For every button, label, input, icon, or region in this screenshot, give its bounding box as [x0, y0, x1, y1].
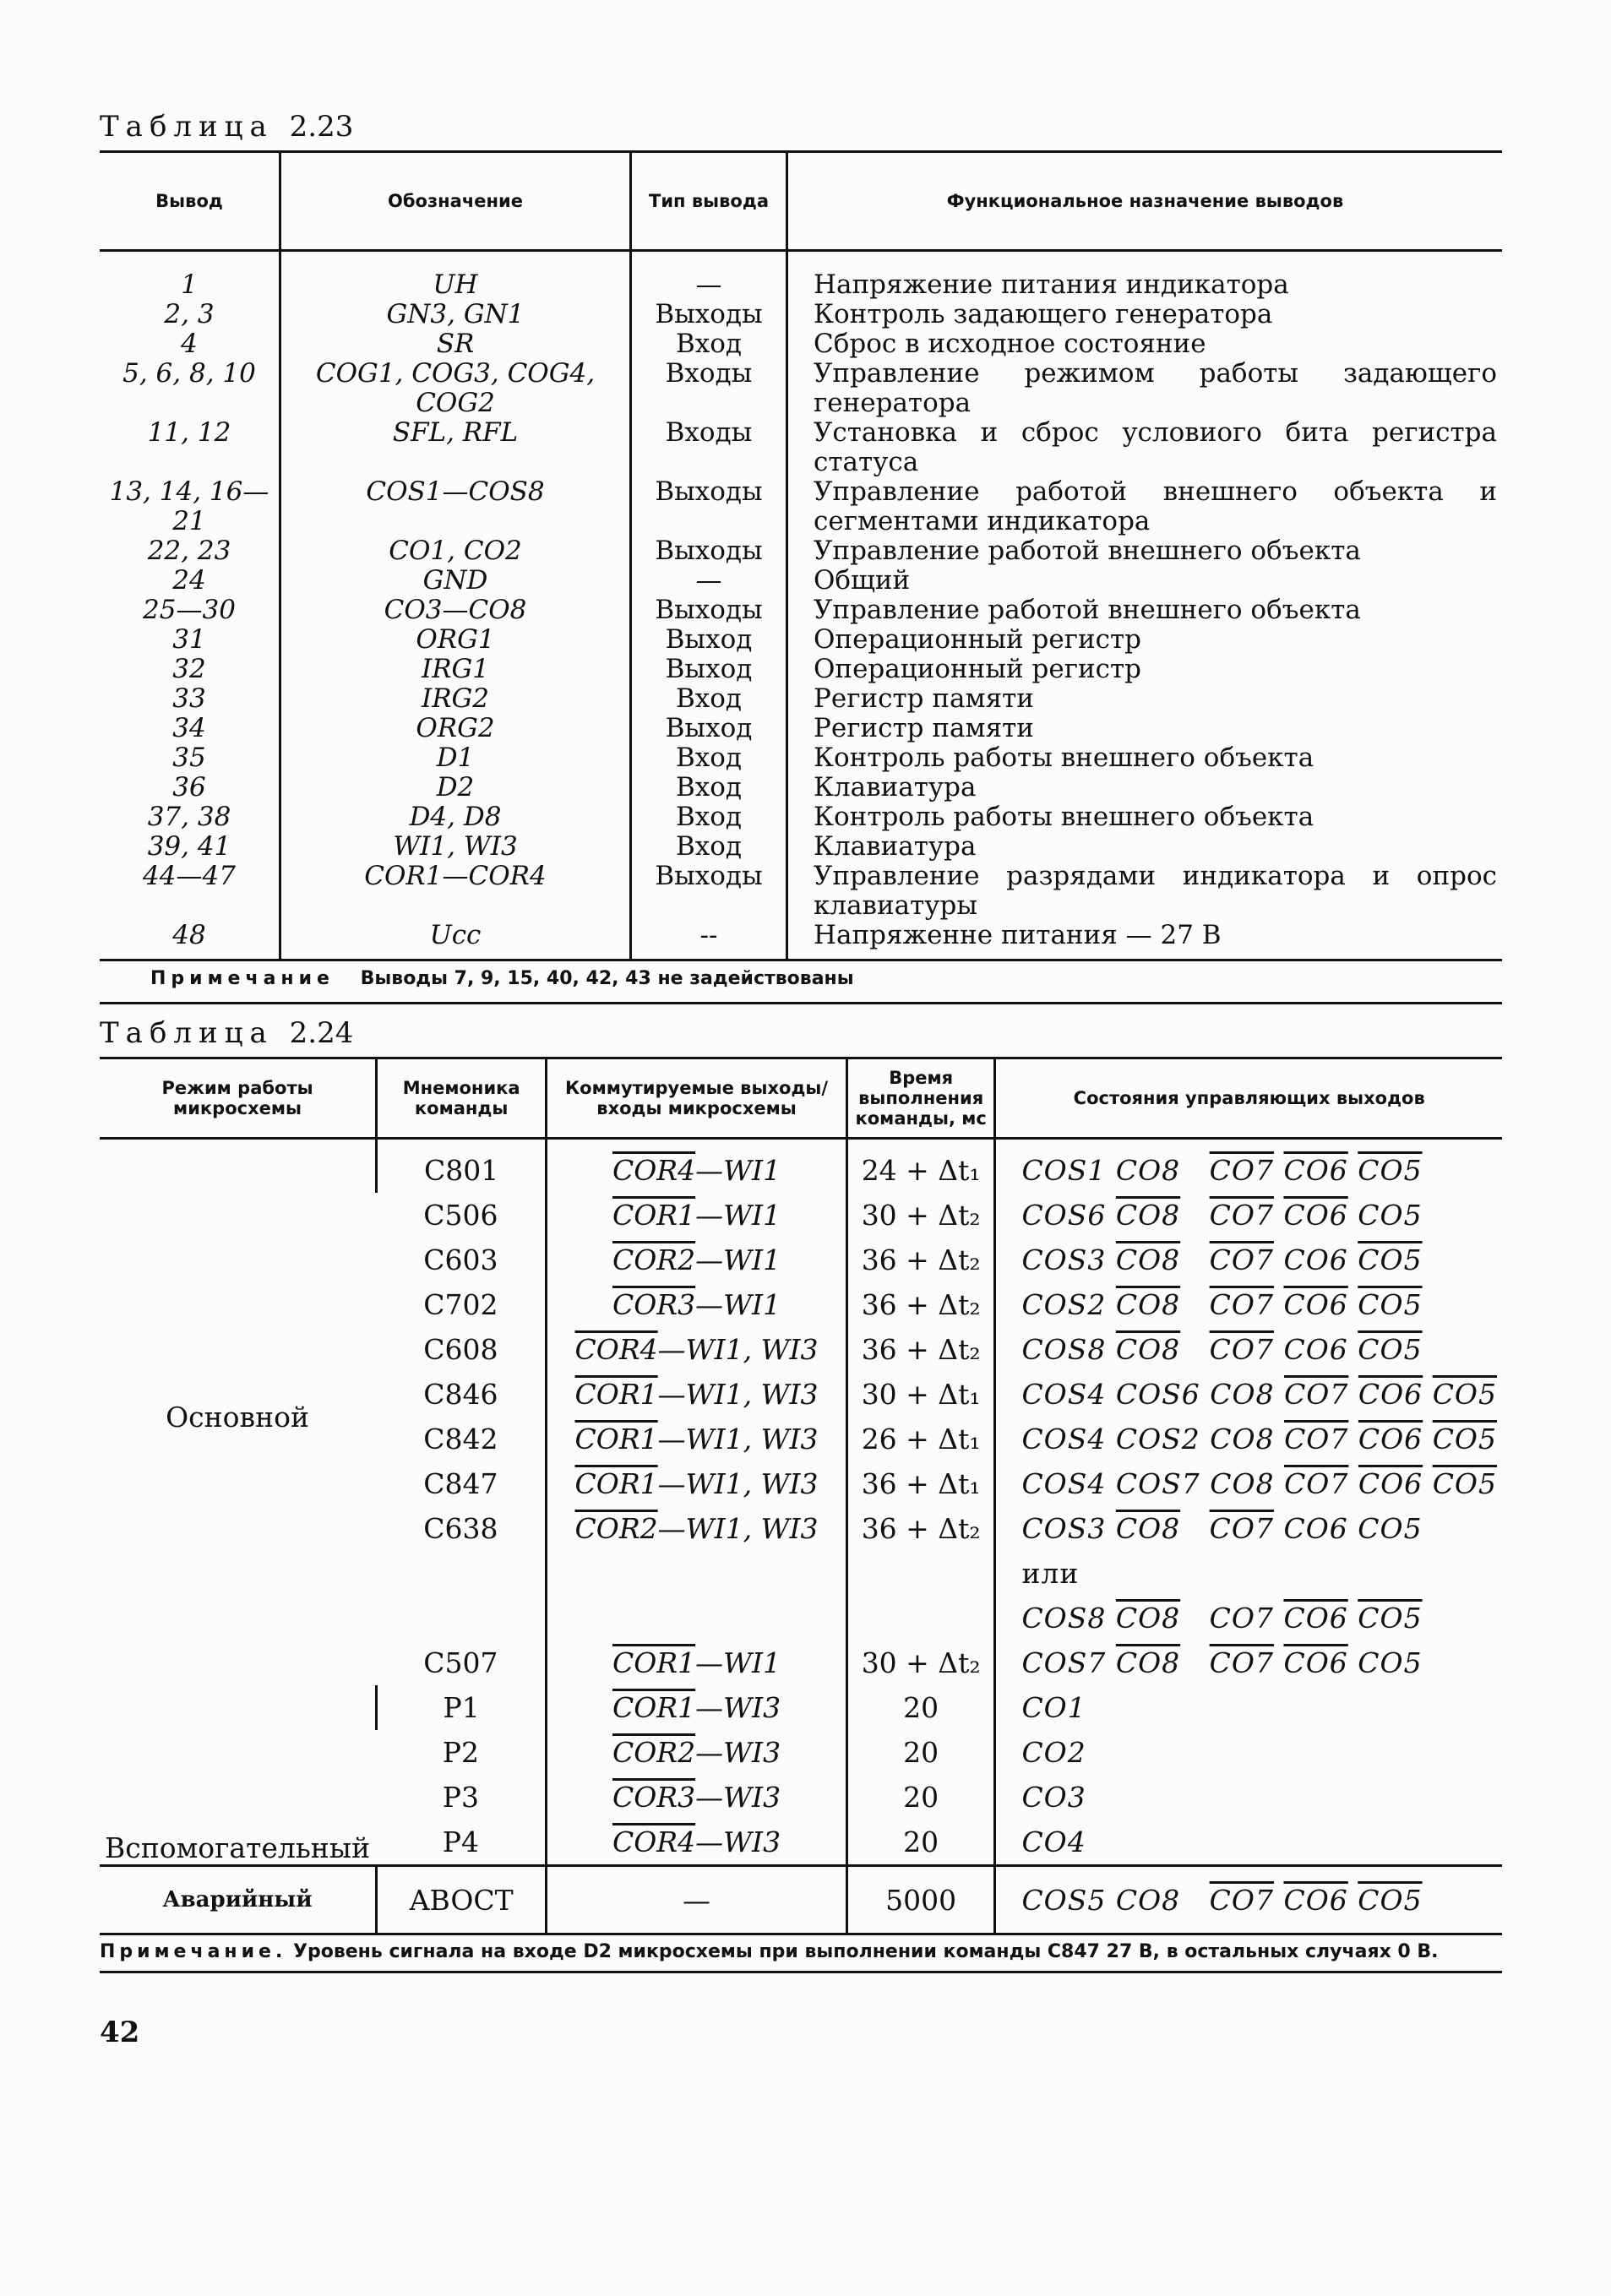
- inverted-output: CO8: [1115, 1333, 1181, 1366]
- type-cell: Выход: [631, 655, 787, 684]
- function-cell: Контроль работы внешнего объекта: [787, 803, 1503, 832]
- output: CO7: [1209, 1602, 1274, 1635]
- inverted-output: CO6: [1283, 1646, 1348, 1679]
- output: CO6: [1283, 1243, 1348, 1276]
- output: COS2: [1115, 1423, 1200, 1455]
- io-cell: [547, 1730, 847, 1775]
- inverted-output: CO7: [1284, 1467, 1349, 1500]
- symbol-cell: CO3—CO8: [280, 596, 631, 625]
- state-cell: [995, 1139, 1502, 1194]
- time-cell: 30 + Δt₂: [846, 1193, 995, 1238]
- io-overlined: COR1: [612, 1691, 696, 1724]
- symbol-cell: IRG2: [280, 684, 631, 714]
- io-cell: —: [547, 1866, 847, 1934]
- function-cell: Сброс в исходное состояние: [787, 329, 1503, 359]
- inverted-output: CO6: [1283, 1883, 1348, 1917]
- pin-cell: 1: [181, 269, 198, 300]
- time-cell: 24 + Δt₁: [846, 1139, 995, 1194]
- table-row: [100, 477, 1502, 536]
- table-row: [100, 743, 1502, 773]
- io-rest: —WI3: [695, 1736, 781, 1769]
- table2-header-state: Состояния управляющих выходов: [995, 1058, 1502, 1139]
- time-cell: 26 + Δt₁: [846, 1417, 995, 1461]
- mode-main-cell: Основной: [166, 1400, 309, 1434]
- command-cell: [377, 1551, 547, 1596]
- pin-cell: 48: [172, 920, 206, 950]
- inverted-output: CO8: [1115, 1288, 1181, 1321]
- io-rest: —WI3: [695, 1691, 781, 1724]
- table-row: [100, 862, 1502, 921]
- inverted-output: CO6: [1358, 1467, 1423, 1500]
- inverted-output: CO7: [1209, 1243, 1274, 1276]
- table2-header-command: Мнемоника команды: [377, 1058, 547, 1139]
- inverted-output: CO5: [1432, 1467, 1497, 1500]
- output: CO6: [1283, 1512, 1348, 1545]
- io-overlined: COR1: [574, 1423, 658, 1455]
- command-cell: P3: [442, 1781, 479, 1814]
- state-cell: [995, 1866, 1502, 1934]
- state-cell: [995, 1327, 1502, 1372]
- table-row: [100, 625, 1502, 655]
- inverted-output: CO6: [1358, 1378, 1423, 1411]
- io-cell: [547, 1139, 847, 1194]
- output: COS7: [1021, 1646, 1107, 1679]
- inverted-output: CO8: [1115, 1243, 1181, 1276]
- io-rest: —WI1: [695, 1243, 781, 1276]
- command-cell: C507: [423, 1646, 498, 1679]
- io-overlined: COR2: [612, 1243, 696, 1276]
- pin-cell: 36: [172, 772, 206, 803]
- output: CO8: [1115, 1154, 1181, 1187]
- table1-note: [150, 968, 1502, 1002]
- table1-header-pin: Вывод: [100, 152, 280, 251]
- bottom-divider: [100, 1971, 1502, 1973]
- table-row: [100, 1139, 1502, 1194]
- table1-caption-number: 2.23: [289, 110, 354, 144]
- output: COS2: [1021, 1288, 1107, 1321]
- inverted-output: CO8: [1115, 1646, 1181, 1679]
- symbol-cell: SFL, RFL: [280, 418, 631, 477]
- command-cell: P4: [442, 1825, 479, 1858]
- pin-cell: 25—30: [143, 595, 236, 625]
- inverted-output: CO5: [1358, 1883, 1423, 1917]
- symbol-cell: COS1—COS8: [280, 477, 631, 536]
- output: CO4: [1021, 1825, 1086, 1858]
- function-cell: Управление работой внешнего объекта и сегментами индикатора: [787, 477, 1503, 536]
- table-row: [100, 418, 1502, 477]
- state-cell: [995, 1775, 1502, 1820]
- io-cell: [547, 1775, 847, 1820]
- table1-caption-label: Таблица: [100, 110, 274, 144]
- time-cell: [846, 1596, 995, 1640]
- output: COS8: [1021, 1602, 1107, 1635]
- symbol-cell: ORG1: [280, 625, 631, 655]
- output: COS6: [1021, 1199, 1107, 1232]
- io-rest: —WI1: [695, 1288, 781, 1321]
- command-cell: C506: [423, 1199, 498, 1232]
- time-cell: 30 + Δt₂: [846, 1640, 995, 1685]
- type-cell: Выходы: [631, 477, 787, 536]
- state-cell: [995, 1685, 1502, 1730]
- inverted-output: CO5: [1358, 1154, 1423, 1187]
- io-rest: —WI1, WI3: [657, 1378, 819, 1411]
- symbol-cell: Ucc: [280, 921, 631, 960]
- output: CO5: [1358, 1512, 1423, 1545]
- table-2-24: [100, 1057, 1502, 1935]
- state-cell: [995, 1238, 1502, 1282]
- command-cell: C847: [423, 1467, 498, 1500]
- inverted-output: CO7: [1209, 1333, 1274, 1366]
- type-cell: Выходы: [631, 300, 787, 329]
- type-cell: Входы: [631, 359, 787, 418]
- inverted-output: CO7: [1284, 1378, 1349, 1411]
- type-cell: Вход: [631, 743, 787, 773]
- pin-cell: 37, 38: [147, 802, 231, 832]
- pin-cell: 13, 14, 16—21: [109, 476, 269, 536]
- table2-note-label: Примечание.: [100, 1941, 287, 1962]
- function-cell: Регистр памяти: [787, 714, 1503, 743]
- inverted-output: CO5: [1358, 1602, 1423, 1635]
- time-cell: 20: [846, 1820, 995, 1866]
- io-overlined: COR2: [612, 1736, 696, 1769]
- function-cell: Операционный регистр: [787, 625, 1503, 655]
- table-row: [100, 300, 1502, 329]
- output: CO5: [1358, 1199, 1423, 1232]
- inverted-output: CO7: [1209, 1883, 1274, 1917]
- output: COS3: [1021, 1243, 1107, 1276]
- function-cell: Установка и сброс условиого бита регистра статуса: [787, 418, 1503, 477]
- type-cell: Выходы: [631, 596, 787, 625]
- io-cell: [547, 1820, 847, 1866]
- output: COS5: [1021, 1883, 1107, 1917]
- type-cell: Входы: [631, 418, 787, 477]
- inverted-output: CO5: [1358, 1243, 1423, 1276]
- pin-cell: 44—47: [143, 861, 236, 891]
- io-cell: [547, 1640, 847, 1685]
- pin-cell: 33: [172, 683, 206, 714]
- table1-header-symbol: Обозначение: [280, 152, 631, 251]
- inverted-output: CO6: [1283, 1602, 1348, 1635]
- io-cell: [547, 1327, 847, 1372]
- function-cell: Управление режимом работы задающего генератора: [787, 359, 1503, 418]
- output: CO8: [1210, 1467, 1275, 1500]
- time-cell: 36 + Δt₂: [846, 1327, 995, 1372]
- function-cell: Управление разрядами индикатора и опрос клавиатуры: [787, 862, 1503, 921]
- pin-cell: 11, 12: [147, 417, 231, 448]
- time-cell: 5000: [846, 1866, 995, 1934]
- io-overlined: COR4: [612, 1154, 696, 1187]
- table2-body: [100, 1139, 1502, 1934]
- command-cell: C846: [423, 1378, 498, 1411]
- pin-cell: 4: [181, 329, 198, 359]
- table-row: [100, 359, 1502, 418]
- command-cell: C603: [423, 1243, 498, 1276]
- io-rest: —WI3: [695, 1781, 781, 1814]
- table2-note: [100, 1940, 1502, 1964]
- output: CO8: [1210, 1423, 1275, 1455]
- symbol-cell: GN3, GN1: [280, 300, 631, 329]
- io-cell: [547, 1238, 847, 1282]
- output: COS7: [1115, 1467, 1200, 1500]
- page: [100, 110, 1502, 2049]
- function-cell: Контроль работы внешнего объекта: [787, 743, 1503, 773]
- symbol-cell: GND: [280, 566, 631, 596]
- io-overlined: COR1: [612, 1646, 696, 1679]
- output: CO5: [1358, 1646, 1423, 1679]
- output: COS6: [1115, 1378, 1200, 1411]
- table-row: [100, 566, 1502, 596]
- pin-cell: 31: [172, 624, 206, 655]
- table-row: [100, 803, 1502, 832]
- output: COS8: [1021, 1333, 1107, 1366]
- symbol-cell: ORG2: [280, 714, 631, 743]
- command-cell: P1: [377, 1685, 547, 1730]
- inverted-output: CO7: [1209, 1154, 1274, 1187]
- function-cell: Управление работой внешнего объекта: [787, 536, 1503, 566]
- inverted-output: CO5: [1432, 1423, 1497, 1455]
- symbol-cell: D4, D8: [280, 803, 631, 832]
- io-cell: [547, 1461, 847, 1506]
- inverted-output: CO7: [1209, 1199, 1274, 1232]
- pin-cell: 22, 23: [147, 536, 231, 566]
- function-cell: Управление работой внешнего объекта: [787, 596, 1503, 625]
- table1-caption: [100, 110, 1502, 150]
- type-cell: Выход: [631, 625, 787, 655]
- mode-emergency-cell: Аварийный: [100, 1866, 377, 1934]
- table2-header-mode: Режим работы микросхемы: [100, 1058, 377, 1139]
- table-row: [100, 684, 1502, 714]
- symbol-cell: COG1, COG3, COG4, COG2: [280, 359, 631, 418]
- table1-note-text: Выводы 7, 9, 15, 40, 42, 43 не задействованы: [360, 968, 854, 989]
- inverted-output: CO8: [1115, 1199, 1181, 1232]
- table2-header-io: Коммутируемые выходы/входы микросхемы: [547, 1058, 847, 1139]
- pin-cell: 5, 6, 8, 10: [122, 358, 256, 389]
- time-cell: [846, 1551, 995, 1596]
- io-overlined: COR1: [612, 1199, 696, 1232]
- time-cell: 36 + Δt₁: [846, 1461, 995, 1506]
- table2-caption-number: 2.24: [289, 1016, 354, 1050]
- output: CO6: [1283, 1333, 1348, 1366]
- symbol-cell: SR: [280, 329, 631, 359]
- table2-note-text: Уровень сигнала на входе D2 микросхемы при выполнении команды C847 27 В, в остальных случаях 0 В.: [293, 1941, 1439, 1962]
- output: COS4: [1021, 1378, 1107, 1411]
- state-cell: [995, 1506, 1502, 1551]
- output: CO1: [1021, 1691, 1086, 1724]
- time-cell: 36 + Δt₂: [846, 1506, 995, 1551]
- inverted-output: CO7: [1209, 1512, 1274, 1545]
- time-cell: 20: [846, 1775, 995, 1820]
- inverted-output: CO8: [1115, 1602, 1181, 1635]
- inverted-output: CO6: [1283, 1288, 1348, 1321]
- io-rest: —WI1, WI3: [657, 1333, 819, 1366]
- symbol-cell: WI1, WI3: [280, 832, 631, 862]
- table1-note-label: Примечание: [150, 968, 335, 989]
- type-cell: Вход: [631, 803, 787, 832]
- state-cell: [995, 1282, 1502, 1327]
- page-number: 42: [100, 2016, 140, 2049]
- function-cell: Общий: [787, 566, 1503, 596]
- table-row: [100, 655, 1502, 684]
- time-cell: 30 + Δt₁: [846, 1372, 995, 1417]
- inverted-output: CO8: [1115, 1512, 1181, 1545]
- state-cell: [995, 1193, 1502, 1238]
- io-overlined: COR3: [612, 1781, 696, 1814]
- output: COS1: [1021, 1154, 1107, 1187]
- io-cell: [547, 1282, 847, 1327]
- command-cell: C608: [423, 1333, 498, 1366]
- io-overlined: COR1: [574, 1378, 658, 1411]
- table2-header-row: [100, 1058, 1502, 1139]
- io-rest: —WI1: [695, 1646, 781, 1679]
- function-cell: Напряженне питания — 27 В: [787, 921, 1503, 960]
- table-row: [100, 1866, 1502, 1934]
- command-cell: C842: [423, 1423, 498, 1455]
- io-rest: —WI3: [695, 1825, 781, 1858]
- table-row: [100, 251, 1502, 301]
- output: CO8: [1210, 1378, 1275, 1411]
- io-cell: [547, 1596, 847, 1640]
- inverted-output: CO5: [1358, 1333, 1423, 1366]
- type-cell: Вход: [631, 832, 787, 862]
- time-cell: 20: [846, 1685, 995, 1730]
- type-cell: Вход: [631, 684, 787, 714]
- io-overlined: COR4: [574, 1333, 658, 1366]
- inverted-output: CO6: [1283, 1199, 1348, 1232]
- pin-cell: 39, 41: [147, 831, 231, 862]
- or-cell: или: [995, 1551, 1502, 1596]
- io-cell: [547, 1193, 847, 1238]
- type-cell: --: [631, 921, 787, 960]
- time-cell: 36 + Δt₂: [846, 1282, 995, 1327]
- io-rest: —WI1: [695, 1199, 781, 1232]
- io-rest: —WI1: [695, 1154, 781, 1187]
- table-row: [100, 921, 1502, 960]
- io-rest: —WI1, WI3: [657, 1423, 819, 1455]
- type-cell: Выходы: [631, 536, 787, 566]
- function-cell: Контроль задающего генератора: [787, 300, 1503, 329]
- inverted-output: CO7: [1209, 1288, 1274, 1321]
- symbol-cell: CO1, CO2: [280, 536, 631, 566]
- command-cell: C638: [423, 1512, 498, 1545]
- command-cell: C702: [423, 1288, 498, 1321]
- io-cell: [547, 1685, 847, 1730]
- output: COS3: [1021, 1512, 1107, 1545]
- type-cell: —: [631, 251, 787, 301]
- io-overlined: COR2: [574, 1512, 658, 1545]
- io-overlined: COR4: [612, 1825, 696, 1858]
- inverted-output: CO5: [1432, 1378, 1497, 1411]
- command-cell: [377, 1596, 547, 1640]
- state-cell: [995, 1640, 1502, 1685]
- state-cell: [995, 1730, 1502, 1775]
- type-cell: Выходы: [631, 862, 787, 921]
- table1-header-function: Функциональное назначение выводов: [787, 152, 1503, 251]
- io-cell: [547, 1417, 847, 1461]
- output: COS4: [1021, 1423, 1107, 1455]
- command-cell: P2: [442, 1736, 479, 1769]
- pin-cell: 35: [172, 743, 206, 773]
- table-row: [100, 773, 1502, 803]
- type-cell: Выход: [631, 714, 787, 743]
- function-cell: Регистр памяти: [787, 684, 1503, 714]
- inverted-output: CO7: [1209, 1646, 1274, 1679]
- table-row: [100, 329, 1502, 359]
- table-row: [100, 596, 1502, 625]
- pin-cell: 32: [172, 654, 206, 684]
- io-overlined: COR3: [612, 1288, 696, 1321]
- pin-cell: 24: [172, 565, 206, 596]
- state-cell: [995, 1372, 1502, 1417]
- mode-aux-cell: Вспомогательный: [105, 1831, 371, 1864]
- state-cell: [995, 1417, 1502, 1461]
- time-cell: 20: [846, 1730, 995, 1775]
- divider: [100, 1002, 1502, 1004]
- io-overlined: COR1: [574, 1467, 658, 1500]
- io-cell: [547, 1506, 847, 1551]
- io-rest: —WI1, WI3: [657, 1512, 819, 1545]
- table1-body: [100, 251, 1502, 960]
- inverted-output: CO7: [1284, 1423, 1349, 1455]
- io-rest: —WI1, WI3: [657, 1467, 819, 1500]
- function-cell: Операционный регистр: [787, 655, 1503, 684]
- table-row: [100, 536, 1502, 566]
- table1-header-row: [100, 152, 1502, 251]
- symbol-cell: UH: [280, 251, 631, 301]
- state-cell: [995, 1596, 1502, 1640]
- type-cell: Вход: [631, 329, 787, 359]
- function-cell: Напряжение питания индикатора: [787, 251, 1503, 301]
- output: CO8: [1115, 1883, 1181, 1917]
- table-row: [100, 832, 1502, 862]
- inverted-output: CO6: [1283, 1154, 1348, 1187]
- table2-header-time: Время выполнения команды, мс: [846, 1058, 995, 1139]
- symbol-cell: D2: [280, 773, 631, 803]
- command-cell: ABOCT: [377, 1866, 547, 1934]
- state-cell: [995, 1820, 1502, 1866]
- table1-header-type: Тип вывода: [631, 152, 787, 251]
- output: CO2: [1021, 1736, 1086, 1769]
- table2-caption-label: Таблица: [100, 1016, 274, 1050]
- output: COS4: [1021, 1467, 1107, 1500]
- table-row: [100, 714, 1502, 743]
- type-cell: Вход: [631, 773, 787, 803]
- symbol-cell: D1: [280, 743, 631, 773]
- inverted-output: CO6: [1358, 1423, 1423, 1455]
- inverted-output: CO5: [1358, 1288, 1423, 1321]
- table-row: [100, 1685, 1502, 1730]
- time-cell: 36 + Δt₂: [846, 1238, 995, 1282]
- state-cell: [995, 1461, 1502, 1506]
- io-cell: [547, 1372, 847, 1417]
- table-2-23: [100, 150, 1502, 961]
- pin-cell: 2, 3: [164, 299, 215, 329]
- function-cell: Клавиатура: [787, 832, 1503, 862]
- io-cell: [547, 1551, 847, 1596]
- pin-cell: 34: [172, 713, 206, 743]
- function-cell: Клавиатура: [787, 773, 1503, 803]
- type-cell: —: [631, 566, 787, 596]
- symbol-cell: COR1—COR4: [280, 862, 631, 921]
- command-cell: C801: [377, 1139, 547, 1194]
- table2-caption: [100, 1016, 1502, 1057]
- symbol-cell: IRG1: [280, 655, 631, 684]
- output: CO3: [1021, 1781, 1086, 1814]
